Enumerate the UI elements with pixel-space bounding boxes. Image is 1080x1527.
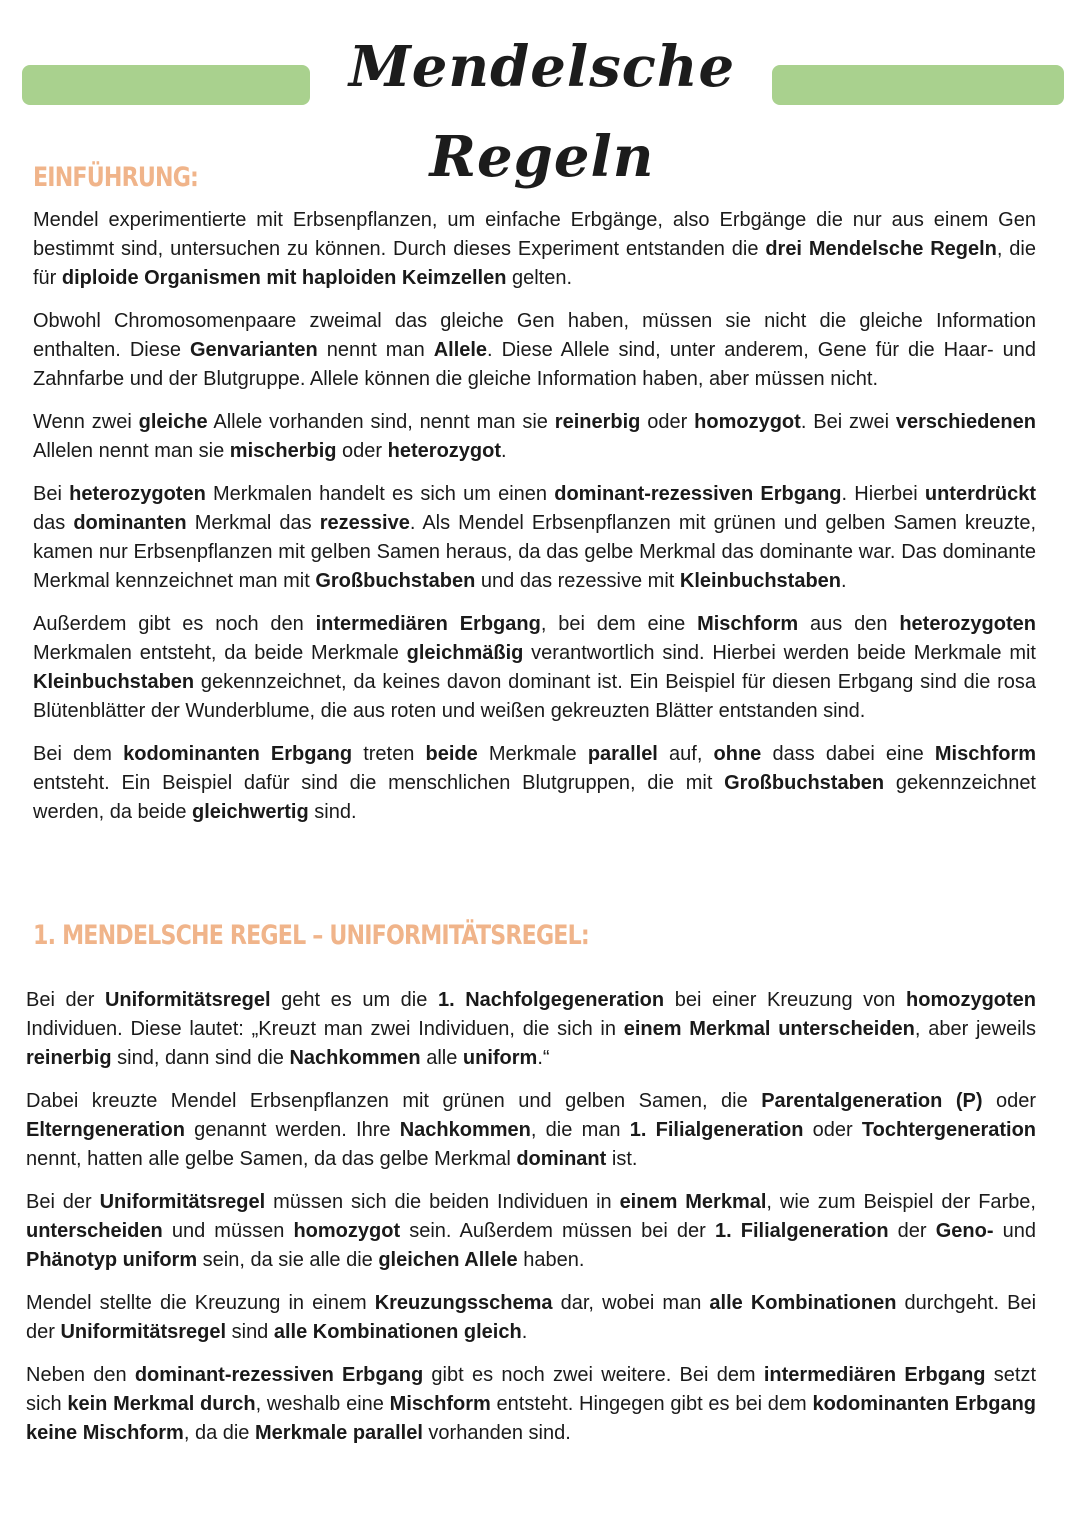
bold-term: Uniformitätsregel [104, 989, 271, 1011]
text-run: aus den [798, 613, 900, 635]
bold-term: dominant-rezessiven Erbgang [554, 483, 842, 505]
bold-term: Großbuchstaben [315, 570, 476, 592]
text-run: oder [640, 411, 695, 433]
paragraph [33, 480, 1036, 596]
bold-term: gleichwertig [192, 801, 309, 823]
bold-term: Geno- [935, 1220, 994, 1242]
text-run: entsteht. Hingegen gibt es bei dem [490, 1393, 813, 1415]
bold-term: ohne [713, 743, 762, 765]
text-run: gibt es noch zwei weitere. Bei dem [423, 1364, 764, 1386]
paragraph [26, 1188, 1036, 1275]
bold-term: Mischform [389, 1393, 491, 1415]
bold-term: Tochtergeneration [861, 1119, 1037, 1141]
text-run: Bei der [26, 1191, 100, 1213]
text-run: oder [803, 1119, 862, 1141]
paragraph [26, 1361, 1036, 1448]
paragraph [33, 206, 1036, 293]
text-run: Merkmale [477, 743, 588, 765]
bold-term: 1. Nachfolgegeneration [437, 989, 665, 1011]
text-run: Dabei kreuzte Mendel Erbsenpflanzen mit grünen und gelben Samen, die [26, 1090, 762, 1112]
text-run: Bei [33, 483, 70, 505]
text-run: durchgeht. Bei der [26, 1292, 1037, 1343]
text-run: bei einer Kreuzung von [664, 989, 907, 1011]
text-run: Merkmalen handelt es sich um einen [205, 483, 555, 505]
text-run: Allelen nennt man sie [33, 440, 230, 462]
paragraph [26, 986, 1036, 1073]
text-run: Obwohl Chromosomenpaare zweimal das gleiche Gen haben, müssen sie nicht die gleiche Information enthalten. Diese [33, 310, 1036, 361]
bold-term: Genvarianten [189, 339, 318, 361]
decorative-bar-left [22, 65, 310, 105]
bold-term: Uniformitätsregel [60, 1321, 227, 1343]
bold-term: beide [425, 743, 478, 765]
text-run: haben. [517, 1249, 585, 1271]
text-run: dass dabei eine [761, 743, 935, 765]
bold-term: gleiche [138, 411, 208, 433]
bold-term: verschiedenen [895, 411, 1036, 433]
text-run: , die man [530, 1119, 630, 1141]
text-run: der [888, 1220, 936, 1242]
text-run: . [501, 440, 507, 462]
section-intro [33, 206, 1036, 841]
text-run: treten [352, 743, 426, 765]
text-run: nennt, hatten alle gelbe Samen, da das gelbe Merkmal [26, 1148, 517, 1170]
text-run: Merkmalen entsteht, da beide Merkmale [33, 642, 407, 664]
text-run: . Bei zwei [800, 411, 896, 433]
bold-term: Elterngeneration [26, 1119, 185, 1141]
paragraph [33, 307, 1036, 394]
bold-term: unterscheiden [26, 1220, 163, 1242]
text-run: und [993, 1220, 1036, 1242]
bold-term: 1. Filialgeneration [629, 1119, 804, 1141]
bold-term: homozygoten [906, 989, 1037, 1011]
bold-term: Merkmale parallel [255, 1422, 423, 1444]
text-run: Mendel experimentierte mit Erbsenpflanzen, um einfache Erbgänge, also Erbgänge die nur aus einem Gen bestimmt sind, untersuchen zu können. Durch dieses Experiment entstanden die [33, 209, 1036, 260]
text-run: Mendel stellte die Kreuzung in einem [26, 1292, 375, 1314]
bold-term: intermediären Erbgang [315, 613, 541, 635]
bold-term: einem Merkmal unterscheiden [623, 1018, 915, 1040]
text-run: , weshalb eine [255, 1393, 390, 1415]
paragraph [26, 1087, 1036, 1174]
bold-term: heterozygoten [899, 613, 1036, 635]
text-run: vorhanden sind. [422, 1422, 571, 1444]
text-run: .“ [537, 1047, 550, 1069]
bold-term: reinerbig [26, 1047, 112, 1069]
text-run: , die für [33, 238, 1036, 289]
text-run: Außerdem gibt es noch den [33, 613, 316, 635]
bold-term: uniform [462, 1047, 538, 1069]
text-run: verantwortlich sind. Hierbei werden beide Merkmale mit [523, 642, 1036, 664]
text-run: ist. [606, 1148, 638, 1170]
text-run: Wenn zwei [33, 411, 139, 433]
text-run: geht es um die [270, 989, 438, 1011]
text-run: gekennzeichnet, da keines davon dominant ist. Ein Beispiel für diesen Erbgang sind die rosa Blütenblätter der Wunderblume, die aus roten und weißen gekreuzten Blätter entstanden sind. [33, 671, 1036, 722]
bold-term: gleichmäßig [406, 642, 524, 664]
text-run: gelten. [506, 267, 573, 289]
text-run: entsteht. Ein Beispiel dafür sind die menschlichen Blutgruppen, die mit [33, 772, 725, 794]
text-run: und das rezessive mit [475, 570, 680, 592]
decorative-bar-right [772, 65, 1064, 105]
text-run: sein, da sie alle die [197, 1249, 379, 1271]
text-run: das [33, 512, 74, 534]
bold-term: dominanten [73, 512, 187, 534]
bold-term: gleichen Allele [378, 1249, 518, 1271]
bold-term: Phänotyp uniform [26, 1249, 198, 1271]
bold-term: Großbuchstaben [724, 772, 885, 794]
bold-term: Kleinbuchstaben [33, 671, 195, 693]
page-title: Mendelsche Regeln [348, 34, 736, 190]
bold-term: dominant-rezessiven Erbgang [134, 1364, 424, 1386]
paragraph [33, 408, 1036, 466]
bold-term: kodominanten Erbgang [123, 743, 353, 765]
text-run: sind, dann sind die [111, 1047, 290, 1069]
text-run: genannt werden. Ihre [184, 1119, 400, 1141]
text-run: Individuen. Diese lautet: „Kreuzt man zwei Individuen, die sich in [26, 1018, 624, 1040]
bold-term: Kleinbuchstaben [679, 570, 842, 592]
text-run: gekennzeichnet werden, da beide [33, 772, 1036, 823]
bold-term: mischerbig [229, 440, 337, 462]
bold-term: Allele [433, 339, 488, 361]
text-run: Allele vorhanden sind, nennt man sie [207, 411, 555, 433]
text-run: . Hierbei [841, 483, 925, 505]
text-run: auf, [657, 743, 714, 765]
text-run: alle [420, 1047, 463, 1069]
bold-term: heterozygoten [69, 483, 206, 505]
text-run: , aber jeweils [914, 1018, 1037, 1040]
section-heading-rule1: 1. MENDELSCHE REGEL – UNIFORMITÄTSREGEL: [33, 920, 589, 951]
bold-term: drei Mendelsche Regeln [765, 238, 997, 260]
bold-term: diploide Organismen mit haploiden Keimzellen [61, 267, 507, 289]
paragraph [33, 610, 1036, 726]
paragraph [33, 740, 1036, 827]
text-run: . Diese Allele sind, unter anderem, Gene für die Haar- und Zahnfarbe und der Blutgruppe. Allele können die gleiche Information haben, aber müssen nicht. [33, 339, 1037, 390]
text-run: . Als Mendel Erbsenpflanzen mit grünen und gelben Samen kreuzte, kamen nur Erbsenpflanzen mit gelben Samen heraus, da das gelbe Merkmal das dominante war. Das dominante Merkmal kennzeichnet man mit [33, 512, 1037, 592]
text-run: und müssen [162, 1220, 294, 1242]
text-run: . [841, 570, 847, 592]
text-run: dar, wobei man [552, 1292, 710, 1314]
text-run: sind [226, 1321, 274, 1343]
bold-term: alle Kombinationen [709, 1292, 897, 1314]
text-run: setzt sich [26, 1364, 1037, 1415]
text-run: , bei dem eine [540, 613, 698, 635]
bold-term: intermediären Erbgang [763, 1364, 986, 1386]
bold-term: Nachkommen [399, 1119, 531, 1141]
text-run: nennt man [317, 339, 434, 361]
bold-term: Mischform [697, 613, 799, 635]
text-run: müssen sich die beiden Individuen in [265, 1191, 620, 1213]
text-run: Neben den [26, 1364, 135, 1386]
bold-term: Uniformitätsregel [99, 1191, 266, 1213]
text-run: , da die [183, 1422, 255, 1444]
text-run: oder [336, 440, 388, 462]
bold-term: dominant [516, 1148, 607, 1170]
bold-term: kein Merkmal durch [67, 1393, 256, 1415]
text-run: Bei der [26, 989, 105, 1011]
bold-term: 1. Filialgeneration [714, 1220, 889, 1242]
bold-term: parallel [587, 743, 658, 765]
bold-term: Mischform [934, 743, 1037, 765]
bold-term: reinerbig [554, 411, 641, 433]
text-run: oder [982, 1090, 1037, 1112]
section-rule1 [26, 986, 1036, 1462]
text-run: . [521, 1321, 528, 1343]
bold-term: unterdrückt [924, 483, 1036, 505]
text-run: Bei dem [33, 743, 124, 765]
text-run: sind. [308, 801, 357, 823]
bold-term: kodominanten Erbgang keine Mischform [26, 1393, 1037, 1444]
paragraph [26, 1289, 1036, 1347]
bold-term: heterozygot [387, 440, 501, 462]
text-run: Merkmal das [186, 512, 320, 534]
bold-term: Kreuzungsschema [374, 1292, 553, 1314]
bold-term: alle Kombinationen gleich [273, 1321, 522, 1343]
section-heading-intro: EINFÜHRUNG: [33, 162, 199, 193]
bold-term: homozygot [694, 411, 801, 433]
bold-term: einem Merkmal [619, 1191, 767, 1213]
text-run: sein. Außerdem müssen bei der [400, 1220, 715, 1242]
bold-term: rezessive [319, 512, 410, 534]
bold-term: Parentalgeneration (P) [761, 1090, 983, 1112]
bold-term: Nachkommen [289, 1047, 421, 1069]
bold-term: homozygot [293, 1220, 401, 1242]
text-run: , wie zum Beispiel der Farbe, [766, 1191, 1036, 1213]
